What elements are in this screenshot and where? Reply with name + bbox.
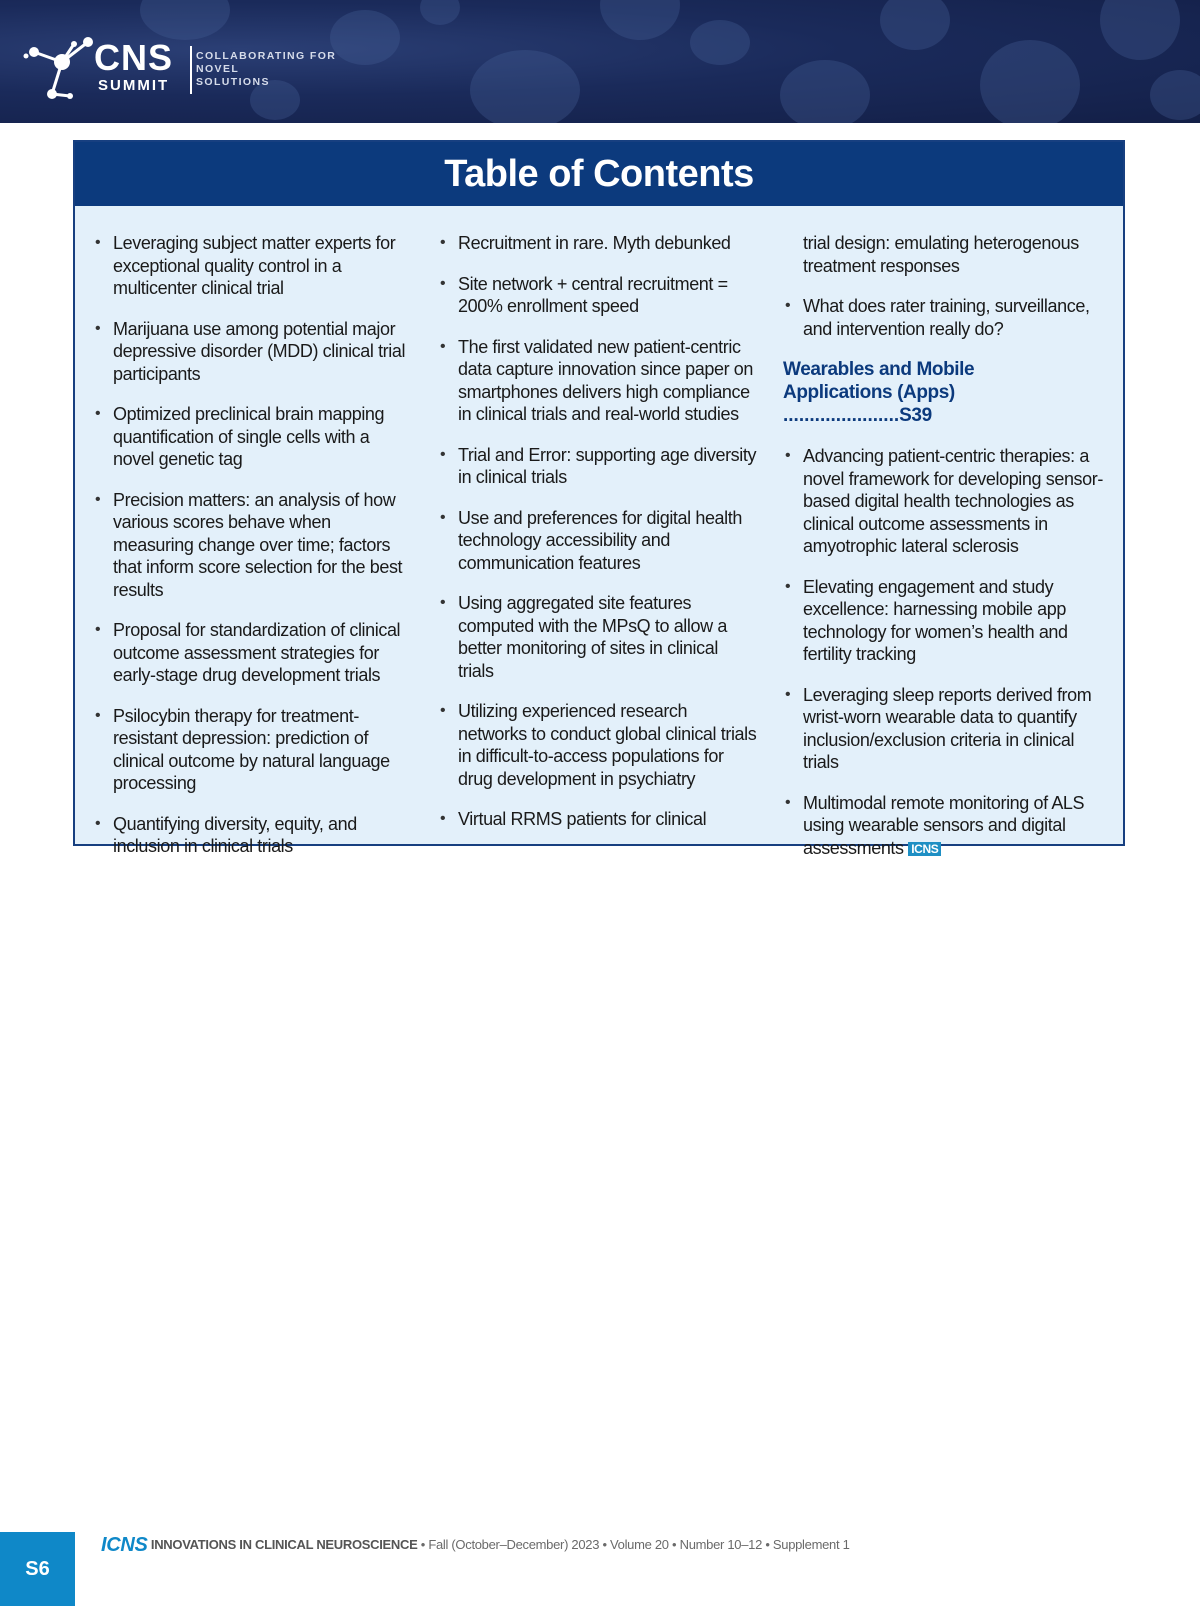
logo-cns-text: CNS [94,37,174,78]
toc-column-3 [783,232,1103,877]
toc-item-last[interactable] [783,792,1103,860]
section-heading-text: Applications (Apps) [783,382,955,403]
toc-item[interactable]: • Advancing patient-centric therapies: a novel framework for developing sensor-based digital health technologies as clinical outcome assessments in amyotrophic lateral sclerosis [783,445,1103,558]
table-of-contents-box [73,140,1125,858]
toc-item[interactable]: • Precision matters: an analysis of how various scores behave when measuring change over time; factors that inform score selection for the best results [93,489,413,602]
cns-summit-logo [22,34,352,104]
toc-item[interactable]: • Recruitment in rare. Myth debunked [438,232,758,255]
toc-item[interactable]: • Elevating engagement and study excellence: harnessing mobile app technology for women’s health and fertility tracking [783,576,1103,666]
journal-footer [101,1532,1151,1558]
toc-item[interactable]: • Site network + central recruitment = 200% enrollment speed [438,273,758,318]
toc-header-bar [75,142,1123,206]
toc-title: Table of Contents [444,153,754,195]
toc-item[interactable]: • Using aggregated site features computed with the MPsQ to allow a better monitoring of sites in clinical trials [438,592,758,682]
footer-brand: ICNS [101,1534,148,1556]
section-leader-dots: ...................... [783,405,900,426]
footer-journal-name: INNOVATIONS IN CLINICAL NEUROSCIENCE [150,1537,418,1552]
tagline-line-1: COLLABORATING FOR [196,50,337,62]
molecule-icon [22,34,94,104]
footer-issue-details: • Fall (October–December) 2023 • Volume 20 • Number 10–12 • Supplement 1 [417,1537,850,1552]
toc-item[interactable]: • What does rater training, surveillance, and intervention really do? [783,295,1103,340]
icns-end-badge: ICNS [908,842,941,856]
tagline-line-3: SOLUTIONS [196,76,270,88]
toc-item[interactable]: • Proposal for standardization of clinical outcome assessment strategies for early-stage drug development trials [93,619,413,687]
toc-item[interactable]: • Psilocybin therapy for treatment-resistant depression: prediction of clinical outcome by natural language processing [93,705,413,795]
toc-column-2 [438,232,758,849]
logo-divider [190,46,192,94]
toc-item[interactable]: • Quantifying diversity, equity, and inclusion in clinical trials [93,813,413,858]
toc-column-1 [93,232,413,876]
toc-item[interactable]: • Leveraging subject matter experts for exceptional quality control in a multicenter clinical trial [93,232,413,300]
toc-item-text: Multimodal remote monitoring of ALS using wearable sensors and digital assessments [803,792,1085,858]
logo-tagline [196,50,356,89]
toc-item[interactable]: • Leveraging sleep reports derived from wrist-worn wearable data to quantify inclusion/exclusion criteria in clinical trials [783,684,1103,774]
header-banner [0,0,1200,123]
logo-summit-text: SUMMIT [98,77,170,94]
toc-item[interactable]: • Use and preferences for digital health technology accessibility and communication features [438,507,758,575]
toc-item[interactable]: • Optimized preclinical brain mapping quantification of single cells with a novel genetic tag [93,403,413,471]
section-page-number: S39 [899,405,932,426]
tagline-line-2: NOVEL [196,63,240,75]
toc-item[interactable]: • Utilizing experienced research networks to conduct global clinical trials in difficult-to-access populations for drug development in psychiatry [438,700,758,790]
section-heading-line-1: Wearables and Mobile [783,359,975,380]
section-heading-line-2 [783,381,1103,427]
toc-item[interactable]: • Trial and Error: supporting age diversity in clinical trials [438,444,758,489]
toc-item[interactable]: • Marijuana use among potential major depressive disorder (MDD) clinical trial participants [93,318,413,386]
page-number-tab [0,1532,75,1606]
page-number: S6 [25,1557,50,1580]
toc-section-heading[interactable] [783,358,1103,427]
toc-item-continuation[interactable]: trial design: emulating heterogenous treatment responses [803,233,1079,276]
toc-item[interactable]: • The first validated new patient-centric data capture innovation since paper on smartphones delivers high compliance in clinical trials and real-world studies [438,336,758,426]
toc-item[interactable]: • Virtual RRMS patients for clinical [438,808,758,831]
